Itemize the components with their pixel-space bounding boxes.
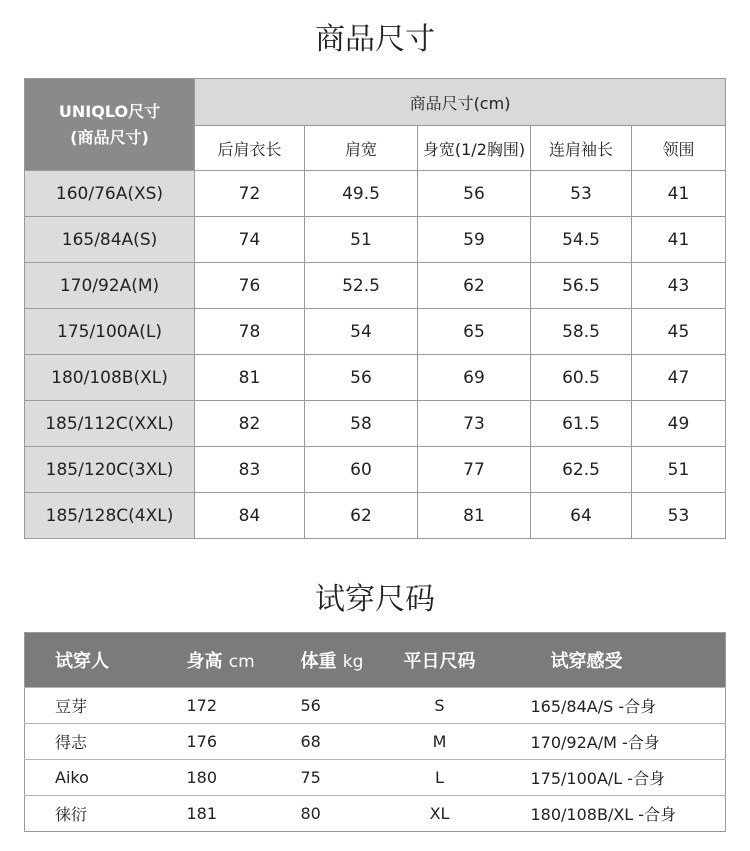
table-row — [25, 796, 726, 832]
size-label: 160/76A(XS) — [25, 171, 195, 217]
fit-chart-table — [24, 632, 726, 832]
table-row — [25, 724, 726, 760]
table-cell: 56 — [418, 171, 531, 217]
table-cell: 62.5 — [531, 447, 632, 493]
usual-size-header: 平日尺码 — [379, 633, 501, 688]
size-label: 180/108B(XL) — [25, 355, 195, 401]
feeling-cell: 180/108B/XL -合身 — [501, 796, 726, 832]
table-cell: 53 — [531, 171, 632, 217]
table-cell: 82 — [195, 401, 305, 447]
table-cell: 53 — [632, 493, 726, 539]
usual-size-cell: S — [379, 688, 501, 724]
table-cell: 58.5 — [531, 309, 632, 355]
size-group-header: 商品尺寸(cm) — [195, 79, 726, 126]
person-cell: 徕衍 — [25, 796, 155, 832]
size-corner-header — [25, 79, 195, 171]
height-cell: 176 — [155, 724, 267, 760]
table-cell: 43 — [632, 263, 726, 309]
table-cell: 47 — [632, 355, 726, 401]
table-row — [25, 401, 726, 447]
weight-cell: 80 — [267, 796, 379, 832]
size-label: 175/100A(L) — [25, 309, 195, 355]
table-cell: 76 — [195, 263, 305, 309]
table-row — [25, 217, 726, 263]
table-cell: 54 — [305, 309, 418, 355]
fit-chart-title: 试穿尺码 — [315, 582, 435, 617]
table-row — [25, 171, 726, 217]
table-row — [25, 760, 726, 796]
table-cell: 61.5 — [531, 401, 632, 447]
table-cell: 52.5 — [305, 263, 418, 309]
size-label: 185/120C(3XL) — [25, 447, 195, 493]
table-cell: 41 — [632, 217, 726, 263]
size-label: 170/92A(M) — [25, 263, 195, 309]
table-row — [25, 263, 726, 309]
usual-size-cell: M — [379, 724, 501, 760]
table-cell: 69 — [418, 355, 531, 401]
person-header: 试穿人 — [25, 633, 155, 688]
column-header: 肩宽 — [305, 126, 418, 171]
table-cell: 72 — [195, 171, 305, 217]
feeling-cell: 170/92A/M -合身 — [501, 724, 726, 760]
table-row — [25, 493, 726, 539]
table-row — [25, 309, 726, 355]
table-cell: 81 — [195, 355, 305, 401]
table-cell: 49.5 — [305, 171, 418, 217]
table-row — [25, 447, 726, 493]
table-cell: 62 — [418, 263, 531, 309]
table-cell: 74 — [195, 217, 305, 263]
table-cell: 78 — [195, 309, 305, 355]
height-header — [155, 633, 267, 688]
usual-size-cell: XL — [379, 796, 501, 832]
corner-line-1: UNIQLO尺寸 — [58, 101, 161, 121]
height-unit: cm — [228, 652, 255, 672]
table-cell: 60 — [305, 447, 418, 493]
table-cell: 58 — [305, 401, 418, 447]
table-cell: 84 — [195, 493, 305, 539]
feeling-header — [501, 633, 726, 688]
table-cell: 73 — [418, 401, 531, 447]
height-cell: 181 — [155, 796, 267, 832]
weight-header-label: 体重 — [300, 651, 337, 672]
table-cell: 77 — [418, 447, 531, 493]
table-cell: 81 — [418, 493, 531, 539]
person-cell: 豆芽 — [25, 688, 155, 724]
person-cell: Aiko — [25, 760, 155, 796]
height-cell: 172 — [155, 688, 267, 724]
weight-cell: 75 — [267, 760, 379, 796]
table-cell: 62 — [305, 493, 418, 539]
table-cell: 60.5 — [531, 355, 632, 401]
person-cell: 得志 — [25, 724, 155, 760]
table-row — [25, 688, 726, 724]
feeling-cell: 175/100A/L -合身 — [501, 760, 726, 796]
column-header: 身宽(1/2胸围) — [418, 126, 531, 171]
table-cell: 56 — [305, 355, 418, 401]
table-cell: 56.5 — [531, 263, 632, 309]
size-chart-table — [24, 78, 726, 539]
weight-unit: kg — [342, 652, 364, 672]
column-header: 连肩袖长 — [531, 126, 632, 171]
table-cell: 64 — [531, 493, 632, 539]
weight-cell: 68 — [267, 724, 379, 760]
table-cell: 51 — [632, 447, 726, 493]
table-row — [25, 355, 726, 401]
table-cell: 83 — [195, 447, 305, 493]
table-cell: 45 — [632, 309, 726, 355]
height-header-label: 身高 — [186, 651, 223, 672]
height-cell: 180 — [155, 760, 267, 796]
table-cell: 51 — [305, 217, 418, 263]
corner-line-2: (商品尺寸) — [70, 127, 149, 147]
table-cell: 65 — [418, 309, 531, 355]
weight-cell: 56 — [267, 688, 379, 724]
column-header: 后肩衣长 — [195, 126, 305, 171]
table-cell: 54.5 — [531, 217, 632, 263]
size-label: 185/112C(XXL) — [25, 401, 195, 447]
table-cell: 59 — [418, 217, 531, 263]
weight-header — [267, 633, 379, 688]
feeling-header-label: 试穿感受 — [550, 651, 623, 672]
size-chart-title: 商品尺寸 — [315, 22, 435, 57]
size-label: 185/128C(4XL) — [25, 493, 195, 539]
feeling-cell: 165/84A/S -合身 — [501, 688, 726, 724]
size-label: 165/84A(S) — [25, 217, 195, 263]
usual-size-cell: L — [379, 760, 501, 796]
column-header: 领围 — [632, 126, 726, 171]
table-cell: 49 — [632, 401, 726, 447]
table-cell: 41 — [632, 171, 726, 217]
